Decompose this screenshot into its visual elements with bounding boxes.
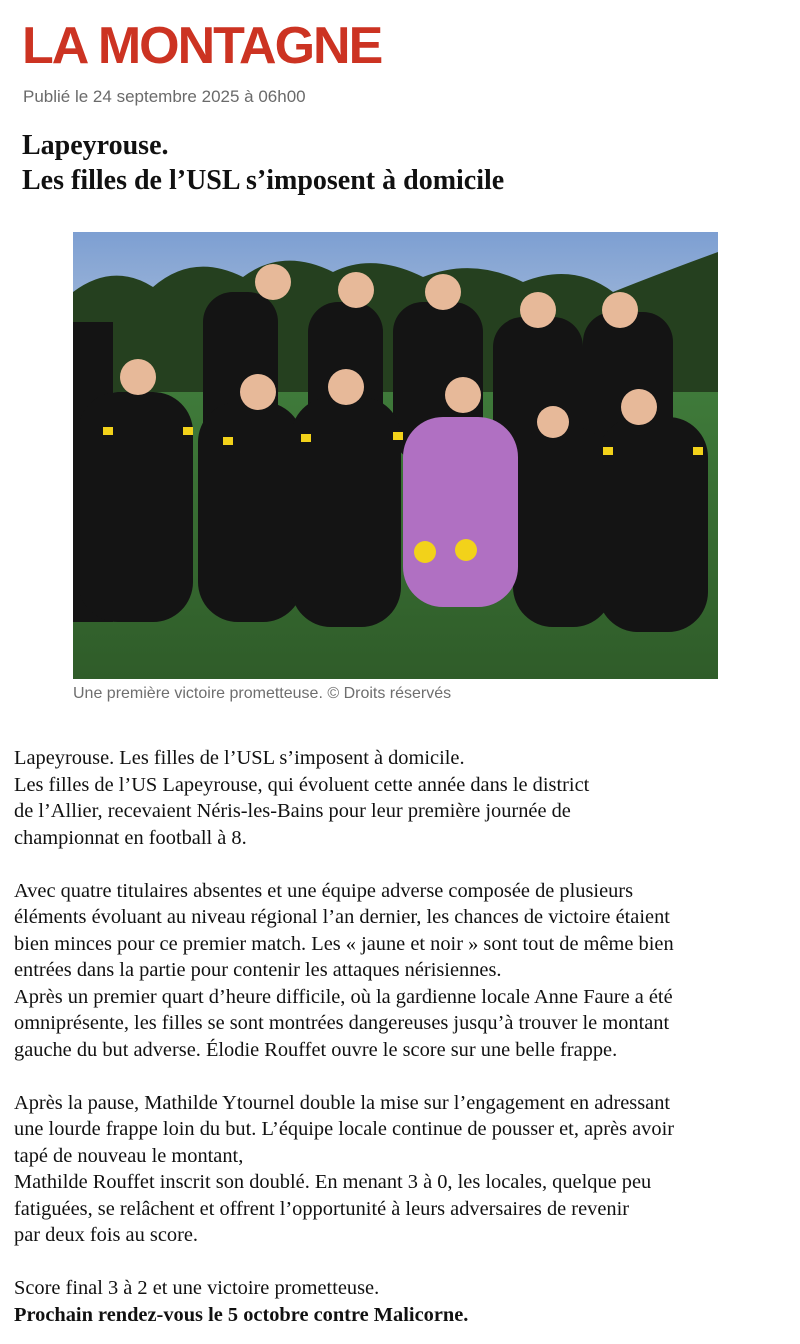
publish-date: Publié le 24 septembre 2025 à 06h00 bbox=[23, 87, 306, 106]
article-line: une lourde frappe loin du but. L’équipe locale continue de pousser et, après avoir bbox=[14, 1118, 675, 1140]
paragraph-gap bbox=[14, 851, 796, 878]
article-line: Mathilde Rouffet inscrit son doublé. En menant 3 à 0, les locales, quelque peu bbox=[14, 1171, 652, 1193]
article-line: entrées dans la partie pour contenir les attaques nérisiennes. bbox=[14, 959, 502, 981]
article-line: par deux fois au score. bbox=[14, 1224, 199, 1246]
article-headline bbox=[22, 128, 504, 198]
article-line: Les filles de l’US Lapeyrouse, qui évoluent cette année dans le district bbox=[14, 773, 590, 796]
article-line: tapé de nouveau le montant, bbox=[14, 1144, 244, 1167]
article-body bbox=[14, 745, 796, 1328]
article-line: Lapeyrouse. Les filles de l’USL s’imposent à domicile. bbox=[14, 747, 465, 769]
article-line: Avec quatre titulaires absentes et une équipe adverse composée de plusieurs bbox=[14, 879, 634, 902]
article-line: Après la pause, Mathilde Ytournel double la mise sur l’engagement en adressant bbox=[14, 1091, 671, 1114]
article-line: Score final 3 à 2 et une victoire prometteuse. bbox=[14, 1277, 380, 1299]
team-photo[interactable] bbox=[73, 232, 718, 679]
article-line: gauche du but adverse. Élodie Rouffet ouvre le score sur une belle frappe. bbox=[14, 1038, 618, 1061]
next-match-line: Prochain rendez-vous le 5 octobre contre Malicorne. bbox=[14, 1303, 469, 1326]
article-line: omniprésente, les filles se sont montrées dangereuses jusqu’à trouver le montant bbox=[14, 1012, 670, 1034]
headline-line-2: Les filles de l’USL s’imposent à domicile bbox=[22, 165, 505, 196]
paragraph-gap bbox=[14, 1063, 796, 1090]
headline-line-1: Lapeyrouse. bbox=[22, 130, 169, 161]
site-logo[interactable]: LA MONTAGNE bbox=[22, 17, 382, 75]
article-line: de l’Allier, recevaient Néris-les-Bains pour leur première journée de bbox=[14, 800, 571, 822]
article-line: fatiguées, se relâchent et offrent l’opportunité à leurs adversaires de revenir bbox=[14, 1197, 630, 1220]
article-line: Après un premier quart d’heure difficile, où la gardienne locale Anne Faure a été bbox=[14, 985, 673, 1008]
article-line: bien minces pour ce premier match. Les « jaune et noir » sont tout de même bien bbox=[14, 932, 674, 955]
paragraph-gap bbox=[14, 1249, 796, 1276]
article-line: éléments évoluant au niveau régional l’an dernier, les chances de victoire étaient bbox=[14, 906, 670, 928]
article-line: championnat en football à 8. bbox=[14, 826, 247, 849]
photo-caption: Une première victoire prometteuse. © Droits réservés bbox=[73, 685, 452, 702]
